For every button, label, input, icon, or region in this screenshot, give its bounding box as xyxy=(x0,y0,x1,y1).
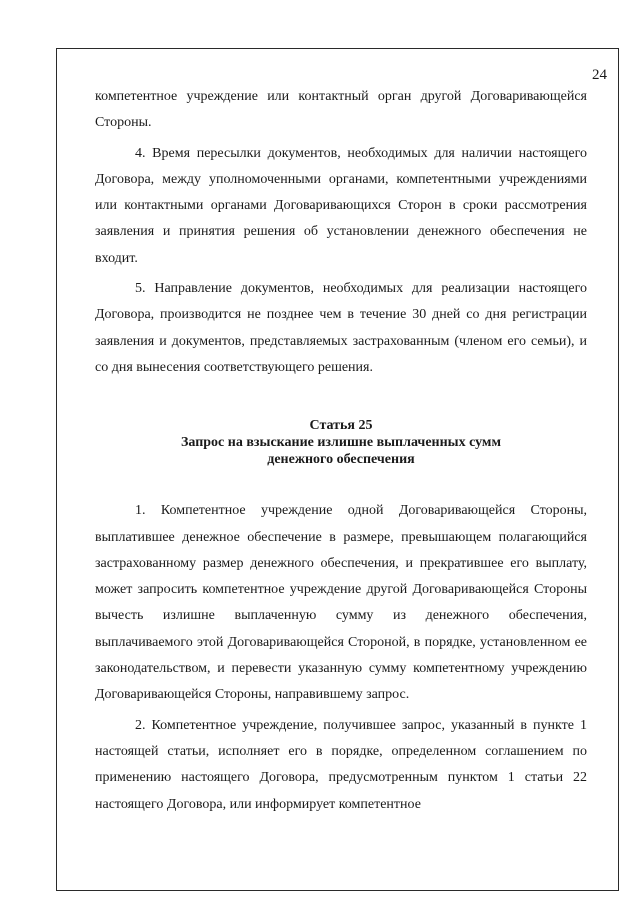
paragraph-continuation: компетентное учреждение или контактный орган другой Договаривающейся Стороны. xyxy=(95,89,587,131)
article-number: Статья 25 xyxy=(309,418,373,434)
paragraph-5: 5. Направление документов, необходимых для реализации настоящего Договора, производится не позднее чем в течение 30 дней со дня регистрации заявления и документов, представляемых застрахованным (членом его семьи), и со дня вынесения соответствующего решения. xyxy=(95,281,587,375)
document-body xyxy=(95,84,587,818)
article-heading xyxy=(95,417,587,468)
article-paragraph-2: 2. Компетентное учреждение, получившее запрос, указанный в пункте 1 настоящей статьи, исполняет его в порядке, определенном соглашением по применению настоящего Договора, предусмотренным пунктом 1 статьи 22 настоящего Договора, или информирует компетентное xyxy=(95,717,587,812)
article-title-line-2: денежного обеспечения xyxy=(267,452,415,468)
paragraph-4: 4. Время пересылки документов, необходимых для наличии настоящего Договора, между уполномоченными органами, компетентными учреждениями или контактными органами Договаривающихся Сторон в сроки рассмотрения заявления и принятия решения об установлении денежного обеспечения не входит. xyxy=(95,145,587,266)
article-paragraph-1: 1. Компетентное учреждение одной Договаривающейся Стороны, выплатившее денежное обеспечение в размере, превышающем полагающийся застрахованному размер денежного обеспечения, и прекратившее его выплату, может запросить компетентное учреждение другой Договаривающейся Стороны вычесть излишне выплаченную сумму из денежного обеспечения, выплачиваемого этой Договаривающейся Стороной, в порядке, установленном ее законодательством, и перевести указанную сумму компетентному учреждению Договаривающейся Стороны, направившему запрос. xyxy=(95,503,587,703)
page-number: 24 xyxy=(592,67,607,83)
article-title-line-1: Запрос на взыскание излишне выплаченных сумм xyxy=(180,435,502,451)
